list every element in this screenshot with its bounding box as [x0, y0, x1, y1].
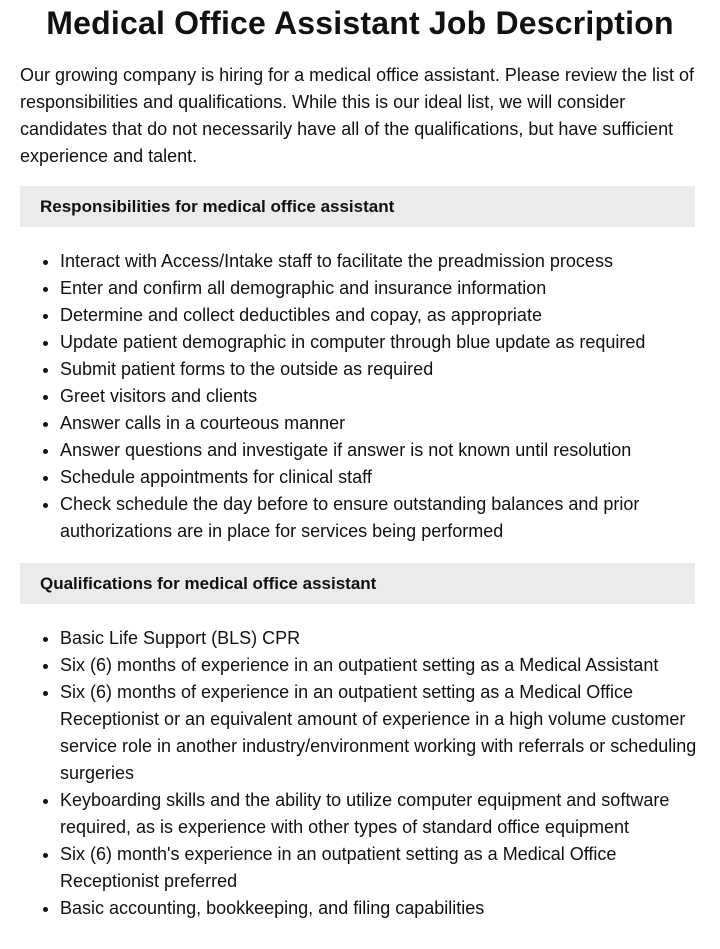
- list-item: • Submit patient forms to the outside as required: [60, 356, 700, 383]
- list-item: • Six (6) month's experience in an outpatient setting as a Medical Office Receptionist preferred: [60, 841, 700, 895]
- qualifications-list: [20, 625, 700, 922]
- list-item: • Six (6) months of experience in an outpatient setting as a Medical Office Receptionist or an equivalent amount of experience in a high volume customer service role in another industry/environment working with referrals or scheduling surgeries: [60, 679, 700, 787]
- list-item: • Six (6) months of experience in an outpatient setting as a Medical Assistant: [60, 652, 700, 679]
- list-item: • Check schedule the day before to ensure outstanding balances and prior authorizations are in place for services being performed: [60, 491, 700, 545]
- list-item: • Keyboarding skills and the ability to utilize computer equipment and software required, as is experience with other types of standard office equipment: [60, 787, 700, 841]
- list-item: • Enter and confirm all demographic and insurance information: [60, 275, 700, 302]
- responsibilities-list: [20, 248, 700, 545]
- list-item: • Update patient demographic in computer through blue update as required: [60, 329, 700, 356]
- intro-paragraph: Our growing company is hiring for a medical office assistant. Please review the list of responsibilities and qualifications. While this is our ideal list, we will consider candidates that do not necessarily have all of the qualifications, but have sufficient experience and talent.: [20, 65, 694, 166]
- list-item: • Determine and collect deductibles and copay, as appropriate: [60, 302, 700, 329]
- qualifications-heading: Qualifications for medical office assistant: [20, 563, 695, 604]
- list-item: • Greet visitors and clients: [60, 383, 700, 410]
- list-item: • Interact with Access/Intake staff to facilitate the preadmission process: [60, 248, 700, 275]
- list-item: • Answer questions and investigate if answer is not known until resolution: [60, 437, 700, 464]
- list-item: • Answer calls in a courteous manner: [60, 410, 700, 437]
- list-item: • Schedule appointments for clinical staff: [60, 464, 700, 491]
- responsibilities-heading: Responsibilities for medical office assistant: [20, 186, 695, 227]
- list-item: • Basic Life Support (BLS) CPR: [60, 625, 700, 652]
- list-item: • Basic accounting, bookkeeping, and filing capabilities: [60, 895, 700, 922]
- page-title: Medical Office Assistant Job Description: [46, 5, 674, 41]
